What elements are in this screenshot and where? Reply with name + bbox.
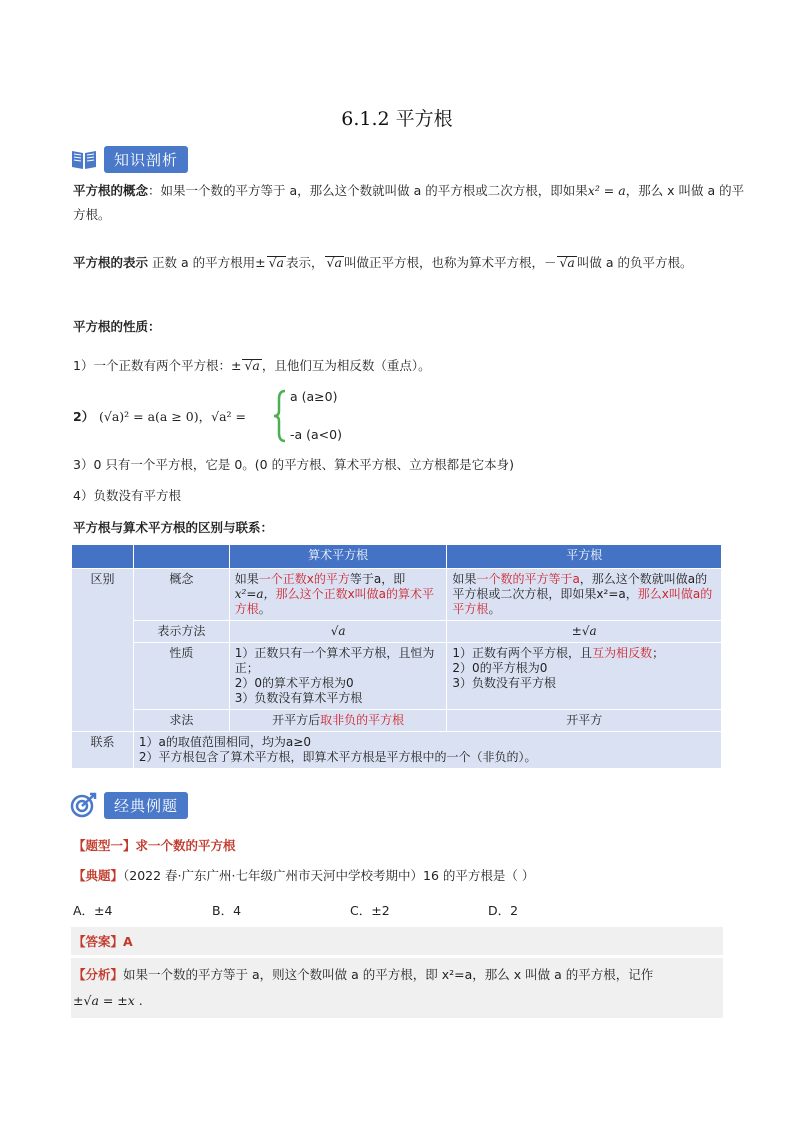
sqrt-a: √a <box>244 358 260 373</box>
property-1-text: 1）一个正数有两个平方根：± <box>73 358 242 373</box>
link-label: 联系 <box>72 732 134 769</box>
representation-text-1: 正数 a 的平方根用± <box>148 255 266 270</box>
row-label-concept: 概念 <box>133 569 229 621</box>
question-type: 【题型一】求一个数的平方根 <box>73 838 236 853</box>
diff-label: 区别 <box>72 569 134 732</box>
representation-text-4: 叫做 a 的负平方根。 <box>576 255 693 270</box>
table-row <box>72 732 722 769</box>
concept-paragraph <box>73 179 753 227</box>
square-representation: ±√a <box>447 621 722 643</box>
square-concept-cell: 如果一个数的平方等于a，那么这个数就叫做a的平方根或二次方根，即如果x²=a，那么x叫做a的平方根。 <box>447 569 722 621</box>
option-a: A．±4 <box>73 903 113 918</box>
square-method: 开平方 <box>447 710 722 732</box>
table-row <box>72 643 722 710</box>
row-label-representation: 表示方法 <box>133 621 229 643</box>
table-row <box>72 621 722 643</box>
representation-label: 平方根的表示 <box>73 255 149 270</box>
example-label: 【典题】 <box>73 868 124 883</box>
brace-icon <box>273 389 287 443</box>
table-row <box>72 710 722 732</box>
table-header-arith: 算术平方根 <box>229 545 447 569</box>
analysis-text: 【分析】如果一个数的平方等于 a，则这个数叫做 a 的平方根，即 x²=a，那么 x 叫做 a 的平方根，记作 ±√a = ±x . <box>73 967 654 1008</box>
concept-label: 平方根的概念 <box>73 183 149 198</box>
representation-paragraph <box>73 245 753 281</box>
representation-text-2: 表示， <box>286 255 324 270</box>
answer-line: 【答案】A <box>73 934 133 949</box>
sqrt-a: √a <box>326 255 342 270</box>
property-3: 3）0 只有一个平方根，它是 0。(0 的平方根、算术平方根、立方根都是它本身) <box>73 457 514 472</box>
section-banner-examples <box>70 791 188 819</box>
property-2-case-2: -a (a<0) <box>290 427 342 442</box>
property-1-tail: ，且他们互为相反数（重点）。 <box>261 358 431 373</box>
section-label: 知识剖析 <box>104 146 188 173</box>
property-1 <box>73 354 753 378</box>
arith-method: 开平方后取非负的平方根 <box>229 710 447 732</box>
concept-text-tail: ，那么 x 叫做 a 的平方根。 <box>73 183 745 222</box>
property-2-formula: (√a)² = a(a ≥ 0)，√a² = <box>99 409 247 424</box>
concept-text: ：如果一个数的平方等于 a，那么这个数就叫做 a 的平方根或二次方根，即如果 <box>148 183 588 198</box>
section-banner-knowledge <box>70 145 188 173</box>
example-question <box>73 864 753 888</box>
analysis-formula: ±√a = ±x . <box>73 993 143 1008</box>
arith-representation: √a <box>229 621 447 643</box>
row-label-properties: 性质 <box>133 643 229 710</box>
option-d: D．2 <box>488 903 519 918</box>
table-header-empty <box>133 545 229 569</box>
property-2-number: 2） <box>73 409 95 424</box>
property-4: 4）负数没有平方根 <box>73 488 181 503</box>
option-b: B．4 <box>212 903 242 918</box>
property-2 <box>73 385 473 445</box>
properties-title: 平方根的性质： <box>73 319 161 334</box>
row-label-method: 求法 <box>133 710 229 732</box>
target-arrow-icon <box>70 791 98 819</box>
concept-formula: x² = a <box>587 183 626 198</box>
section-label: 经典例题 <box>104 792 188 819</box>
analysis-block <box>71 958 723 1018</box>
square-properties-cell: 1）正数有两个平方根，且互为相反数； 2）0的平方根为0 3）负数没有平方根 <box>447 643 722 710</box>
table-row <box>72 569 722 621</box>
table-header-empty <box>72 545 134 569</box>
property-2-case-1: a (a≥0) <box>290 389 338 404</box>
page-title: 6.1.2 平方根 <box>341 108 453 130</box>
table-header-row <box>72 545 722 569</box>
difference-title: 平方根与算术平方根的区别与联系： <box>73 520 274 535</box>
answer-row <box>71 927 723 955</box>
option-c: C．±2 <box>350 903 390 918</box>
arith-properties-cell: 1）正数只有一个算术平方根，且恒为正； 2）0的算术平方根为0 3）负数没有算术平方根 <box>229 643 447 710</box>
example-text: （2022 春·广东广州·七年级广州市天河中学校考期中）16 的平方根是（ ） <box>123 868 535 883</box>
arith-concept-cell: 如果一个正数x的平方等于a，即 x²=a，那么这个正数x叫做a的算术平方根。 <box>229 569 447 621</box>
table-header-square: 平方根 <box>447 545 722 569</box>
link-cell: 1）a的取值范围相同，均为a≥0 2）平方根包含了算术平方根，即算术平方根是平方根中的一个（非负的）。 <box>133 732 721 769</box>
open-book-icon <box>70 145 98 173</box>
sqrt-a: √a <box>268 255 284 270</box>
sqrt-a: √a <box>559 255 575 270</box>
representation-text-3: 叫做正平方根，也称为算术平方根，－ <box>343 255 557 270</box>
comparison-table <box>71 544 722 769</box>
